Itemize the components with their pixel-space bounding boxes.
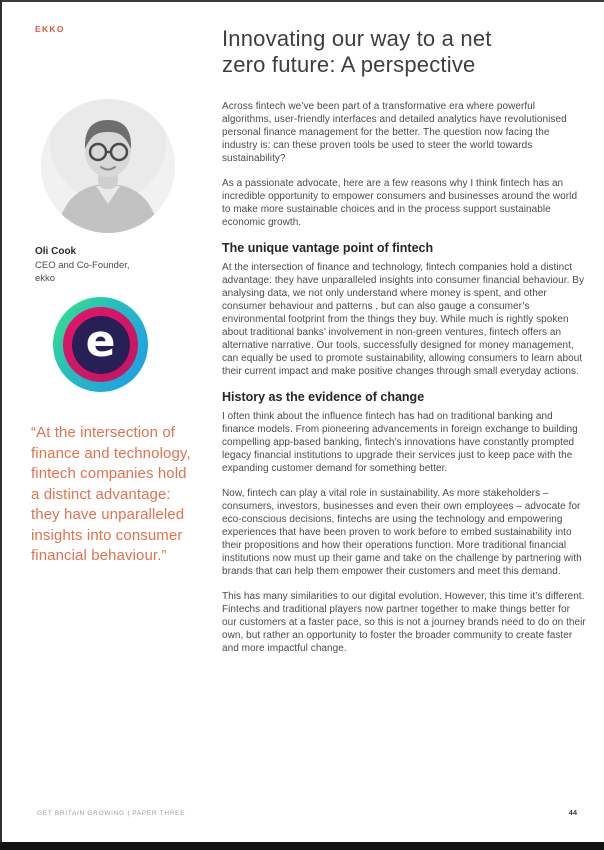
author-company: ekko	[35, 273, 56, 284]
author-role: CEO and Co-Founder,	[35, 260, 130, 271]
page-edge-top	[0, 0, 604, 2]
intro-paragraph: Across fintech we’ve been part of a transformative era where powerful algorithms, user-friendly interfaces and detailed analytics have revolutionised personal finance management for the better. The question now facing the industry is: can these proven tools be used to steer the world towards sustainability?	[222, 101, 567, 164]
author-photo	[41, 99, 175, 233]
page-edge-bottom	[0, 842, 604, 850]
author-name: Oli Cook	[35, 246, 77, 257]
article-column	[222, 26, 586, 667]
section-paragraph: Now, fintech can play a vital role in sustainability. As more stakeholders – consumers, investors, businesses and even their own employees – advocate for eco-conscious decisions, fintechs are using the technology and empowering experiences that have been proven to work before to embed sustainability into their propositions and how their operations function. More traditional financial institutions now must up their game and take on the challenge by partnering with brands that can help them empower their customers and meet this demand.	[222, 488, 582, 577]
ekko-logo-core	[72, 316, 130, 374]
ekko-logo	[53, 297, 148, 392]
footer-page-number: 44	[568, 808, 577, 817]
ekko-wordmark: EKKO	[35, 24, 65, 34]
section-paragraph: I often think about the influence fintech has had on traditional banking and finance models. From pioneering advancements in foreign exchange to building compelling app-based banking, fintech’s innovations have constantly prompted legacy financial institutions to upgrade their services just to keep pace with the expanding customer demand for something better.	[222, 411, 578, 474]
section-heading-history: History as the evidence of change	[222, 390, 425, 404]
article-title: Innovating our way to a net zero future: A perspective	[222, 26, 492, 77]
page-edge-left	[0, 0, 2, 850]
section-paragraph: This has many similarities to our digital evolution. However, this time it’s different. Fintechs and traditional players now partner together to make things better for our customers at a faster pace, so this is not a journey brands need to do on their own, but rather an opportunity to foster the broader community to create faster and more impactful change.	[222, 591, 586, 654]
pull-quote: “At the intersection of finance and technology, fintech companies hold a distinct advantage: they have unparalleled insights into consumer financial behaviour.”	[31, 424, 191, 564]
author-block	[35, 244, 130, 285]
footer-running-title: GET BRITAIN GROWING | PAPER THREE	[37, 810, 186, 817]
portrait-silhouette-icon	[41, 99, 175, 233]
section-paragraph: At the intersection of finance and technology, fintech companies hold a distinct advantage: they have unparalleled insights into consumer financial behaviour. By analysing data, we not only understand where money is spent, and other consumer behaviour and patterns , but can also gauge a consumer’s environmental footprint from the things they buy. While much is rightly spoken about traditional banks’ involvement in non-green ventures, fintech offers an alternative narrative. Our tools, successfully designed for money management, can equally be used to promote sustainability, allowing consumers to learn about their current impact and make positive changes through small everyday actions.	[222, 262, 585, 377]
ekko-logo-ring	[63, 307, 138, 382]
intro-paragraph: As a passionate advocate, here are a few reasons why I think fintech has an incredible opportunity to empower consumers and businesses around the world to make more sustainable choices and in the process support sustainable economic growth.	[222, 178, 578, 228]
section-heading-vantage: The unique vantage point of fintech	[222, 241, 434, 255]
ekko-logo-letter: e	[85, 315, 116, 367]
